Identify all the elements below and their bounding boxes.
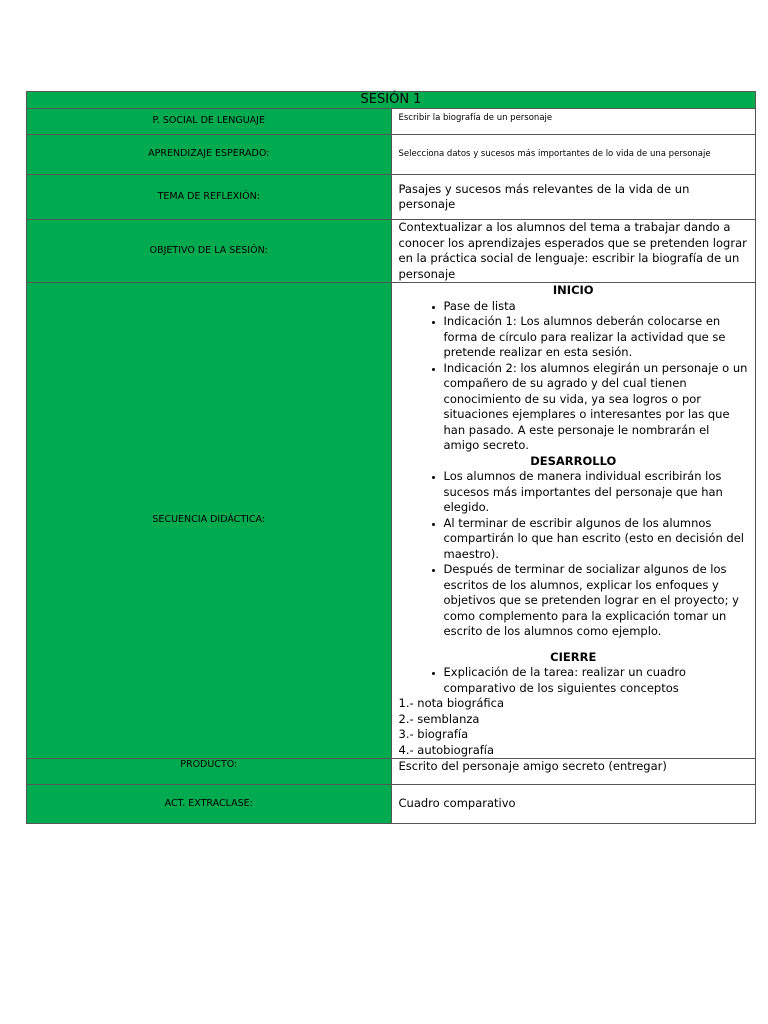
tema-value: Pasajes y sucesos más relevantes de la vida de un personaje xyxy=(391,175,756,220)
psocial-label: P. SOCIAL DE LENGUAJE xyxy=(27,109,392,135)
extraclase-row xyxy=(27,785,756,824)
psocial-row xyxy=(27,109,756,135)
session-title: SESIÓN 1 xyxy=(27,92,756,109)
inicio-heading: INICIO xyxy=(552,283,594,297)
list-item: • Después de terminar de socializar algunos de los escritos de los alumnos, explicar los enfoques y objetivos que se pretenden lograr en el proyecto; y como complemento para la explicación tomar un escrito de los alumnos como ejemplo. xyxy=(444,562,749,640)
inicio-list xyxy=(399,299,749,454)
producto-row xyxy=(27,759,756,785)
list-item: • Indicación 2: los alumnos elegirán un personaje o un compañero de su agrado y del cual tienen conocimiento de su vida, ya sea logros o por situaciones ejemplares o interesantes por las que han pasado. A este personaje le nombrarán el amigo secreto. xyxy=(444,361,749,454)
extraclase-value: Cuadro comparativo xyxy=(391,785,756,824)
session-plan-table xyxy=(26,91,756,824)
secuencia-label: SECUENCIA DIDÁCTICA: xyxy=(27,283,392,759)
numbered-item: 1.- nota biográfica xyxy=(398,696,505,710)
secuencia-content xyxy=(391,283,756,759)
list-item: • Los alumnos de manera individual escribirán los sucesos más importantes del personaje que han elegido. xyxy=(444,469,749,516)
objetivo-label: OBJETIVO DE LA SESIÓN: xyxy=(27,220,392,283)
spacer xyxy=(399,640,749,650)
tema-row xyxy=(27,175,756,220)
list-item: • Explicación de la tarea: realizar un cuadro comparativo de los siguientes conceptos xyxy=(444,665,749,696)
cierre-list xyxy=(399,665,749,696)
tema-label: TEMA DE REFLEXIÓN: xyxy=(27,175,392,220)
list-item: • Pase de lista xyxy=(444,299,749,315)
list-item: • Al terminar de escribir algunos de los alumnos compartirán lo que han escrito (esto en decisión del maestro). xyxy=(444,516,749,563)
producto-value: Escrito del personaje amigo secreto (entregar) xyxy=(391,759,756,785)
numbered-item: 2.- semblanza xyxy=(398,711,480,726)
extraclase-label: ACT. EXTRACLASE: xyxy=(27,785,392,824)
desarrollo-list xyxy=(399,469,749,640)
psocial-value: Escribir la biografía de un personaje xyxy=(391,109,756,135)
objetivo-value: Contextualizar a los alumnos del tema a trabajar dando a conocer los aprendizajes esperados que se pretenden lograr en la práctica social de lenguaje: escribir la biografía de un personaje xyxy=(391,220,756,283)
aprendizaje-label: APRENDIZAJE ESPERADO: xyxy=(27,135,392,175)
numbered-item: 3.- biografía xyxy=(398,727,469,741)
producto-label: PRODUCTO: xyxy=(27,759,392,785)
cierre-heading: CIERRE xyxy=(550,649,597,664)
secuencia-row xyxy=(27,283,756,759)
title-row xyxy=(27,92,756,109)
objetivo-row xyxy=(27,220,756,283)
list-item: • Indicación 1: Los alumnos deberán colocarse en forma de círculo para realizar la actividad que se pretende realizar en esta sesión. xyxy=(444,314,749,361)
desarrollo-heading: DESARROLLO xyxy=(530,453,617,468)
aprendizaje-value: Selecciona datos y sucesos más importantes de lo vida de una personaje xyxy=(391,135,756,175)
numbered-item: 4.- autobiografía xyxy=(398,742,495,757)
aprendizaje-row xyxy=(27,135,756,175)
